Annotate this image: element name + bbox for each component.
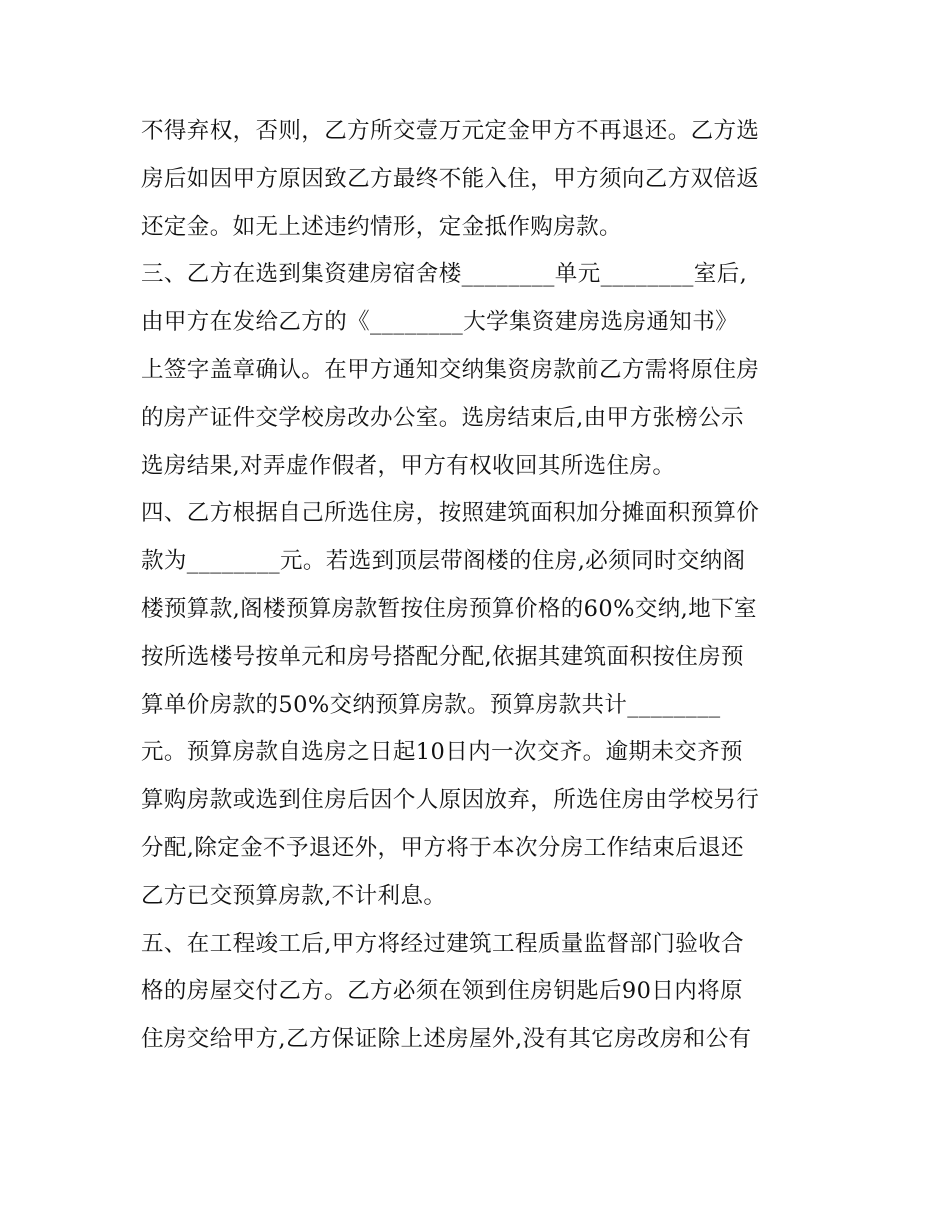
text-line: 款为________元。若选到顶层带阁楼的住房,必须同时交纳阁	[141, 548, 746, 575]
text-line: 元。预算房款自选房之日起10日内一次交齐。逾期未交齐预	[141, 739, 743, 766]
text-line: 的房产证件交学校房改办公室。选房结束后,由甲方张榜公示	[141, 404, 744, 431]
text-line: 算单价房款的50%交纳预算房款。预算房款共计________	[141, 691, 721, 718]
text-line: 上签字盖章确认。在甲方通知交纳集资房款前乙方需将原住房	[141, 356, 760, 383]
text-line: 算购房款或选到住房后因个人原因放弃，所选住房由学校另行	[141, 787, 760, 814]
text-line: 住房交给甲方,乙方保证除上述房屋外,没有其它房改房和公有	[141, 1026, 752, 1053]
text-line: 乙方已交预算房款,不计利息。	[141, 882, 447, 909]
text-line: 还定金。如无上述违约情形，定金抵作购房款。	[141, 213, 622, 240]
text-line: 三、乙方在选到集资建房宿舍楼________单元________室后,	[141, 261, 748, 288]
text-line: 选房结果,对弄虚作假者，甲方有权收回其所选住房。	[141, 452, 676, 479]
text-line: 五、在工程竣工后,甲方将经过建筑工程质量监督部门验收合	[141, 930, 744, 957]
text-line: 分配,除定金不予退还外，甲方将于本次分房工作结束后退还	[141, 834, 744, 861]
text-line: 房后如因甲方原因致乙方最终不能入住，甲方须向乙方双倍返	[141, 165, 760, 192]
text-line: 四、乙方根据自己所选住房，按照建筑面积加分摊面积预算价	[141, 500, 760, 527]
text-line: 由甲方在发给乙方的《________大学集资建房选房通知书》	[141, 309, 739, 336]
text-line: 不得弃权，否则，乙方所交壹万元定金甲方不再退还。乙方选	[141, 118, 760, 144]
contract-text	[141, 108, 821, 1064]
text-line: 格的房屋交付乙方。乙方必须在领到住房钥匙后90日内将原	[141, 978, 743, 1005]
text-line: 按所选楼号按单元和房号搭配分配,依据其建筑面积按住房预	[141, 643, 744, 670]
text-line: 楼预算款,阁楼预算房款暂按住房预算价格的60%交纳,地下室	[141, 595, 757, 622]
